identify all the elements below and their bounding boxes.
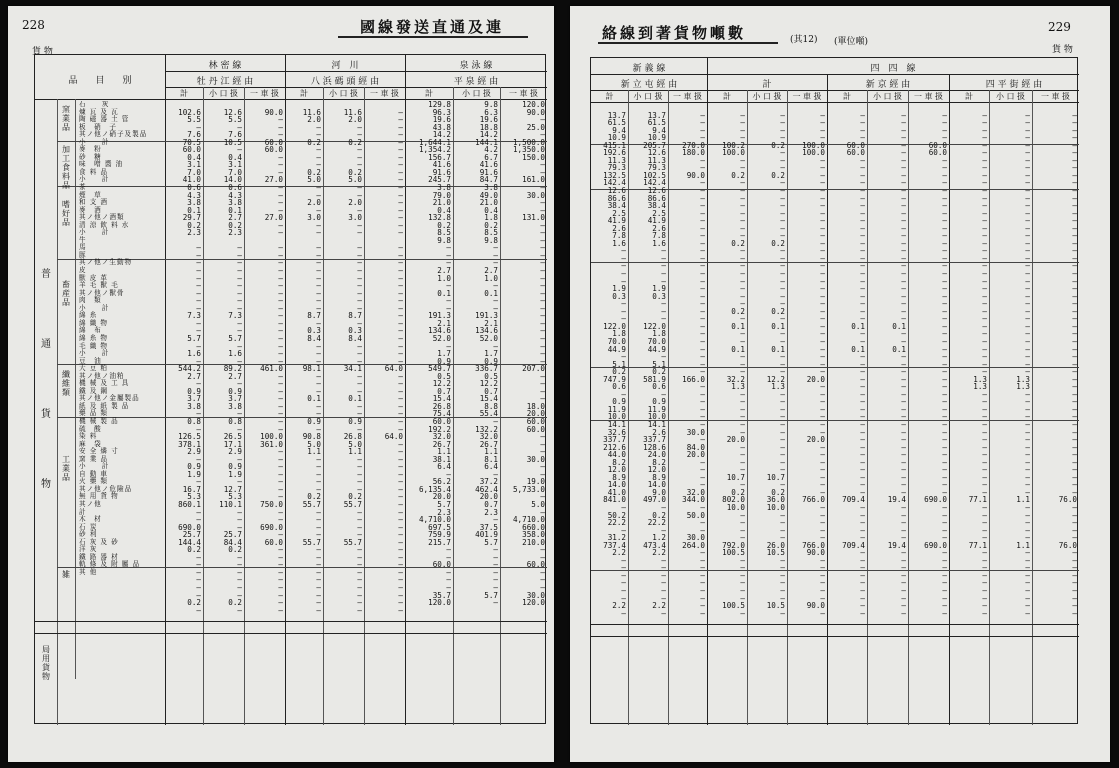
data-column: — — — — — — — — — — — — — — — — — — — — — — — — — — — — — — — — — — — 1.3 1.3 — — — — — — — — — — — — — — 77.1 — — — — — 77.1 — — — — — — — — — — [968, 110, 987, 618]
category-label: 窯業品 — [62, 105, 70, 132]
route-via-4: 四 平 街 經 由 — [985, 80, 1043, 90]
sub-header-total: 計 — [965, 92, 973, 101]
data-column: 11.6 2.0 — — 0.2 — — — 0.2 5.0 — — 2.0 — 3.0 — — — — — — — — — — — 8.7 — 0.3 8.4 — — — 34.1 — — — 0.1 — — 0.9 — 26.8 5.0 1.1 — — — — — 0.2 55.7 — — — — 55.7 — — — — — — — — — — [343, 107, 362, 615]
sub-header-car: 一 車 扱 — [508, 89, 539, 98]
sub-header-total: 計 — [605, 92, 614, 101]
data-column: 13.7 61.5 9.4 10.9 205.7 12.6 11.3 79.3 102.5 142.4 12.6 86.6 38.4 2.5 41.9 2.6 7.8 1.6 — — — — — 1.9 0.3 — — — 122.0 1.8 70.0 44.9 — 5.1 0.2 581.9 0.6 — 0.9 11.9 10.0 14.1 2.6 337.7 128.6 24.0 8.2 12.0 8.9 14.0 9.0 497.0 — 0.2 22.2 — 1.2 473.4 2.2 — — — — — — 2.2 — — [643, 110, 666, 618]
route-line-1: 林 密 線 — [208, 61, 242, 71]
sub-header-small: 小 口 扱 — [633, 92, 663, 101]
data-column: — — — — — — — — — — — — — — — — — — — — — — — — — — — — — — — — — 64.0 — — — — — — — — 64.0 — — — — — — — — — — — — — — — — — — — — — — — — [384, 107, 403, 615]
sub-header-total: 計 — [723, 92, 731, 101]
page-number: 228 — [22, 18, 45, 32]
sub-header-car: 一 車 扱 — [913, 92, 944, 101]
right-table — [590, 57, 1078, 724]
sub-header-total: 計 — [425, 89, 433, 98]
route-line-3: 泉 泳 線 — [459, 61, 493, 71]
route-via-1: 新 立 屯 經 由 — [620, 80, 678, 90]
data-column: — — — — 60.0 60.0 — — — — — — — — — — — — — — — — — — — — — — — — — — — — — — — — — — — — — — — — — — — — — 690.0 — — — — — 690.0 — — — — — — — — — — [924, 110, 947, 618]
route-via-2: 計 — [762, 80, 772, 90]
data-column: 129.8 96.3 19.6 43.8 14.2 1,644.1 1,354.2 156.7 41.6 91.6 245.7 3.8 79.0 21.0 0.4 132.8 0.2 8.5 9.8 — — — 2.7 1.0 — 0.1 — — 191.3 2.1 134.6 52.0 — 1.7 0.9 549.7 0.5 12.2 0.7 15.4 26.8 75.4 60.0 192.2 32.0 26.7 1.1 38.1 6.4 — 56.2 6,135.4 20.0 5.7 2.3 4,710.0 697.5 759.9 215.7 — — 60.0 — — — 35.7 120.0 — [418, 101, 451, 608]
category-label: 加工食料品 — [62, 145, 70, 190]
data-column: — — — — — — — — — — — — — — — — — — — — — — — — — — — — 0.1 — — 0.1 — — — — — — — — — — — — — — — — — — — 19.4 — — — — — 19.4 — — — — — — — — — — [887, 110, 906, 618]
data-column: — — — — — — — — — — — — — — — — — — — — — — — — — — — — — — — — — — — — — — — — — — — — — — — — — — — 76.0 — — — — — 76.0 — — — — — — — — — — [1058, 110, 1077, 618]
sub-header-small: 小 口 扱 — [208, 89, 239, 98]
data-column: — — — — 60.0 60.0 — — — — — — — — — — — — — — — — — — — — — — 0.1 — — 0.1 — — — — — — — — — — — — — — — — — — — 709.4 — — — — — 709.4 — — — — — — — — — — [842, 110, 865, 618]
data-column: 90.0 — — — 60.0 60.0 — — — 27.0 — — — — 27.0 — — — — — — — — — — — — — — — — — — 461.0 — — — — — — — — 100.0 361.0 — — — — — — — 750.0 — — 690.0 — 60.0 — — — — — — — — — — [260, 107, 283, 615]
big-label: 普 通 貨 物 — [41, 269, 51, 490]
corner-label: 貨 物 — [1052, 45, 1073, 55]
data-column: 11.6 2.0 — — 0.2 — — — 0.2 5.0 — — 2.0 — 3.0 — — — — — — — — — — — 8.7 — 0.3 8.4 — — — 98.1 — — — 0.1 — — 0.9 — 90.8 5.0 1.1 — — — — — 0.2 55.7 — — — — 55.7 — — — — — — — — — — [302, 107, 321, 615]
page-title: 絡線到著貨物噸數 — [602, 24, 747, 42]
right-page — [570, 6, 1110, 762]
left-page — [8, 6, 554, 762]
unit-label: (單位噸) — [834, 37, 869, 47]
category-label: 嗜好品 — [62, 200, 70, 227]
route-line-1: 新 義 線 — [632, 64, 666, 74]
corner-label: 貨 物 — [32, 47, 53, 57]
route-line-2: 河 川 — [331, 61, 359, 71]
route-via-3: 平 泉 經 由 — [453, 77, 499, 87]
sub-header-small: 小 口 扱 — [328, 89, 359, 98]
route-via-3: 新 京 經 由 — [865, 80, 911, 90]
category-label: 纖維類 — [62, 370, 70, 397]
sub-header-small: 小 口 扱 — [872, 92, 903, 101]
sub-header-car: 一 車 扱 — [792, 92, 822, 101]
data-column: — — — — 100.2 100.0 — — 0.2 — — — — — — — — 0.2 — — — — — — — — 0.2 — 0.1 — — 0.1 — — — 32.2 1.3 — — — — — — 20.0 — — — — 10.7 — 0.2 802.0 10.0 — — — — 792.0 100.5 — — — — — — 100.5 — — [722, 110, 745, 618]
category-label: 局 用 貨 物 — [42, 645, 50, 681]
sub-header-car: 一 車 扱 — [1040, 92, 1071, 101]
route-via-1: 牡 丹 江 經 由 — [196, 77, 254, 87]
sub-header-total: 計 — [300, 89, 308, 98]
sub-header-small: 小 口 扱 — [461, 89, 492, 98]
row-labels: 石 灰 煉 瓦 及 瓦 陶 磁 器 土 管 板 硝 子 其ノ他ノ硝子及製品 小 計 麥 粉 砂 糖 味 噌 醬 油 食 料 品 小 計 茶 煙 草 和 支 酒 麥 酒 其ノ他ノ酒類 清 涼 飲 料 水 小 計 牛 馬 豚 其ノ他ノ生動物 皮 獸 皮 革 羊 毛 獸 毛 其ノ他ノ獸骨 肉 類 小 計 綿 糸 綿 織 物 綿 布 綿 糸 物 毛 織 物 小 計 豆 油 大 豆 粕 其ノ他ノ油粕 機 械 及 工 具 鐵 及 鋼 其ノ他ノ金屬製品 紙 及 紙 製 品 藥 品 類 機 械 製 品 硫 酸 染 料 麻 袋 安 全 燐 寸 窯 業 品 小 計 自 動 車 火 藥 類 其ノ他ノ危險品 無 用 貨 物 其ノ他 計 木 材 石 炭 砂 利 石 灰 及 砂 洋 灰 鐵 路 器 材 軌 條 及 附 屬 品 其 他 — [79, 101, 148, 576]
part-label: (其12) — [790, 35, 818, 45]
page-title: 國線發送直通及連 — [360, 18, 505, 36]
data-column: — — — — 270.0 180.0 — — 90.0 — — — — — — — — — — — — — — — — — — — — — — — — — — 166.0 — — — — — — 30.0 — 84.0 20.0 — — — — 32.0 344.0 — 50.0 — — 30.0 264.0 — — — — — — — — — — [682, 110, 705, 618]
title-underline — [598, 42, 778, 44]
data-column: — — — — — — — — — — — — — — — — — — — — — — — — — — — — — — — — — — — 1.3 1.3 — — — — — — — — — — — — — — 1.1 — — — — — 1.1 — — — — — — — — — — [1016, 110, 1030, 618]
data-column: 9.8 6.3 19.6 18.8 14.2 144.1 4.2 6.7 41.6 91.6 84.7 3.8 49.0 21.0 0.4 1.8 0.2 8.5 9.8 — — — 2.7 1.0 — 0.1 — — 191.3 2.1 134.6 52.0 — 1.7 0.9 336.7 0.5 12.2 0.7 15.4 8.8 55.4 — 132.2 32.0 26.7 1.1 8.1 6.4 — 37.2 462.4 20.0 0.7 2.3 — 37.5 401.9 5.7 — — — — — — 5.7 — — [475, 101, 498, 608]
data-column: 12.6 5.5 — 7.6 10.5 — 0.4 3.1 7.0 14.0 0.6 4.3 3.8 0.1 2.7 0.2 2.3 — — — — — — — — — 7.3 — — 5.7 — 1.6 — 89.2 2.7 — 0.9 3.7 3.8 — 0.8 — 26.5 17.1 2.9 — 0.9 1.9 — 12.7 5.3 110.1 — — — 25.7 84.4 0.2 — — — — — — 0.2 — — [219, 107, 242, 615]
data-column: 120.0 90.0 — 25.0 — 1,500.0 1,350.0 150.0 — — 161.0 — 30.0 — — 131.0 — — — — — — — — — — — — — — — — — — — 207.0 — — — — 18.0 20.0 60.0 60.0 — — — 30.0 — — 19.0 5,733.0 — 5.0 — 4,710.0 660.0 358.0 210.0 — — 60.0 — — — 30.0 120.0 — [512, 101, 545, 608]
sub-header-car: 一 車 扱 — [249, 89, 280, 98]
sub-header-total: 計 — [843, 92, 851, 101]
category-label: 畜産品 — [62, 280, 70, 307]
data-column: 13.7 61.5 9.4 10.9 415.1 192.6 11.3 79.3 132.5 142.4 12.6 86.6 38.4 2.5 41.9 2.6 7.8 1.6 — — — — — 1.9 0.3 — — — 122.0 1.8 70.0 44.9 — 5.1 0.2 747.9 0.6 — 0.9 11.9 10.0 14.1 32.6 337.7 212.6 44.0 8.2 12.0 8.9 14.0 41.0 841.0 — 50.2 22.2 — 31.2 737.4 2.2 — — — — — — 2.2 — — [603, 110, 626, 618]
sub-header-small: 小 口 扱 — [995, 92, 1026, 101]
route-via-2: 八 浜 碼 頭 經 由 — [310, 77, 380, 87]
page-number: 229 — [1048, 20, 1071, 34]
sub-header-total: 計 — [180, 89, 188, 98]
data-column: — — — — 100.0 100.0 — — — — — — — — — — — — — — — — — — — — — — — — — — — — — 20.0 — — — — — — — 20.0 — — — — — — — 766.0 — — — — — 766.0 90.0 — — — — — — 90.0 — — [802, 110, 825, 618]
item-column-header: 品 目 別 — [68, 76, 132, 86]
route-line-2: 四 四 線 — [870, 64, 916, 74]
category-label: 雑 — [62, 570, 70, 579]
sub-header-car: 一 車 扱 — [369, 89, 400, 98]
left-table — [34, 54, 546, 724]
sub-header-car: 一 車 扱 — [672, 92, 703, 101]
sub-header-small: 小 口 扱 — [752, 92, 782, 101]
data-column: — — — — 0.2 — — — 0.2 — — — — — — — — 0.2 — — — — — — — — 0.2 — 0.1 — — 0.1 — — — 12.2 1.3 — — — — — — — — — — — 10.7 — 0.2 36.0 10.0 — — — — 26.0 10.5 — — — — — — 10.5 — — [766, 110, 785, 618]
category-label: 工 業 品 — [62, 455, 70, 482]
title-underline — [338, 36, 528, 38]
data-column: 102.6 5.5 — 7.6 70.5 60.0 0.4 3.1 7.0 41.0 0.6 4.3 3.8 0.1 29.7 0.2 2.3 — — — — — — — — — 7.3 — — 5.7 — 1.6 — 544.2 2.7 — 0.9 3.7 3.8 — 0.8 — 126.5 378.1 2.9 — 0.9 1.9 — 16.7 5.3 860.1 — — 690.0 25.7 144.4 0.2 — — — — — — 0.2 — — [178, 107, 201, 615]
